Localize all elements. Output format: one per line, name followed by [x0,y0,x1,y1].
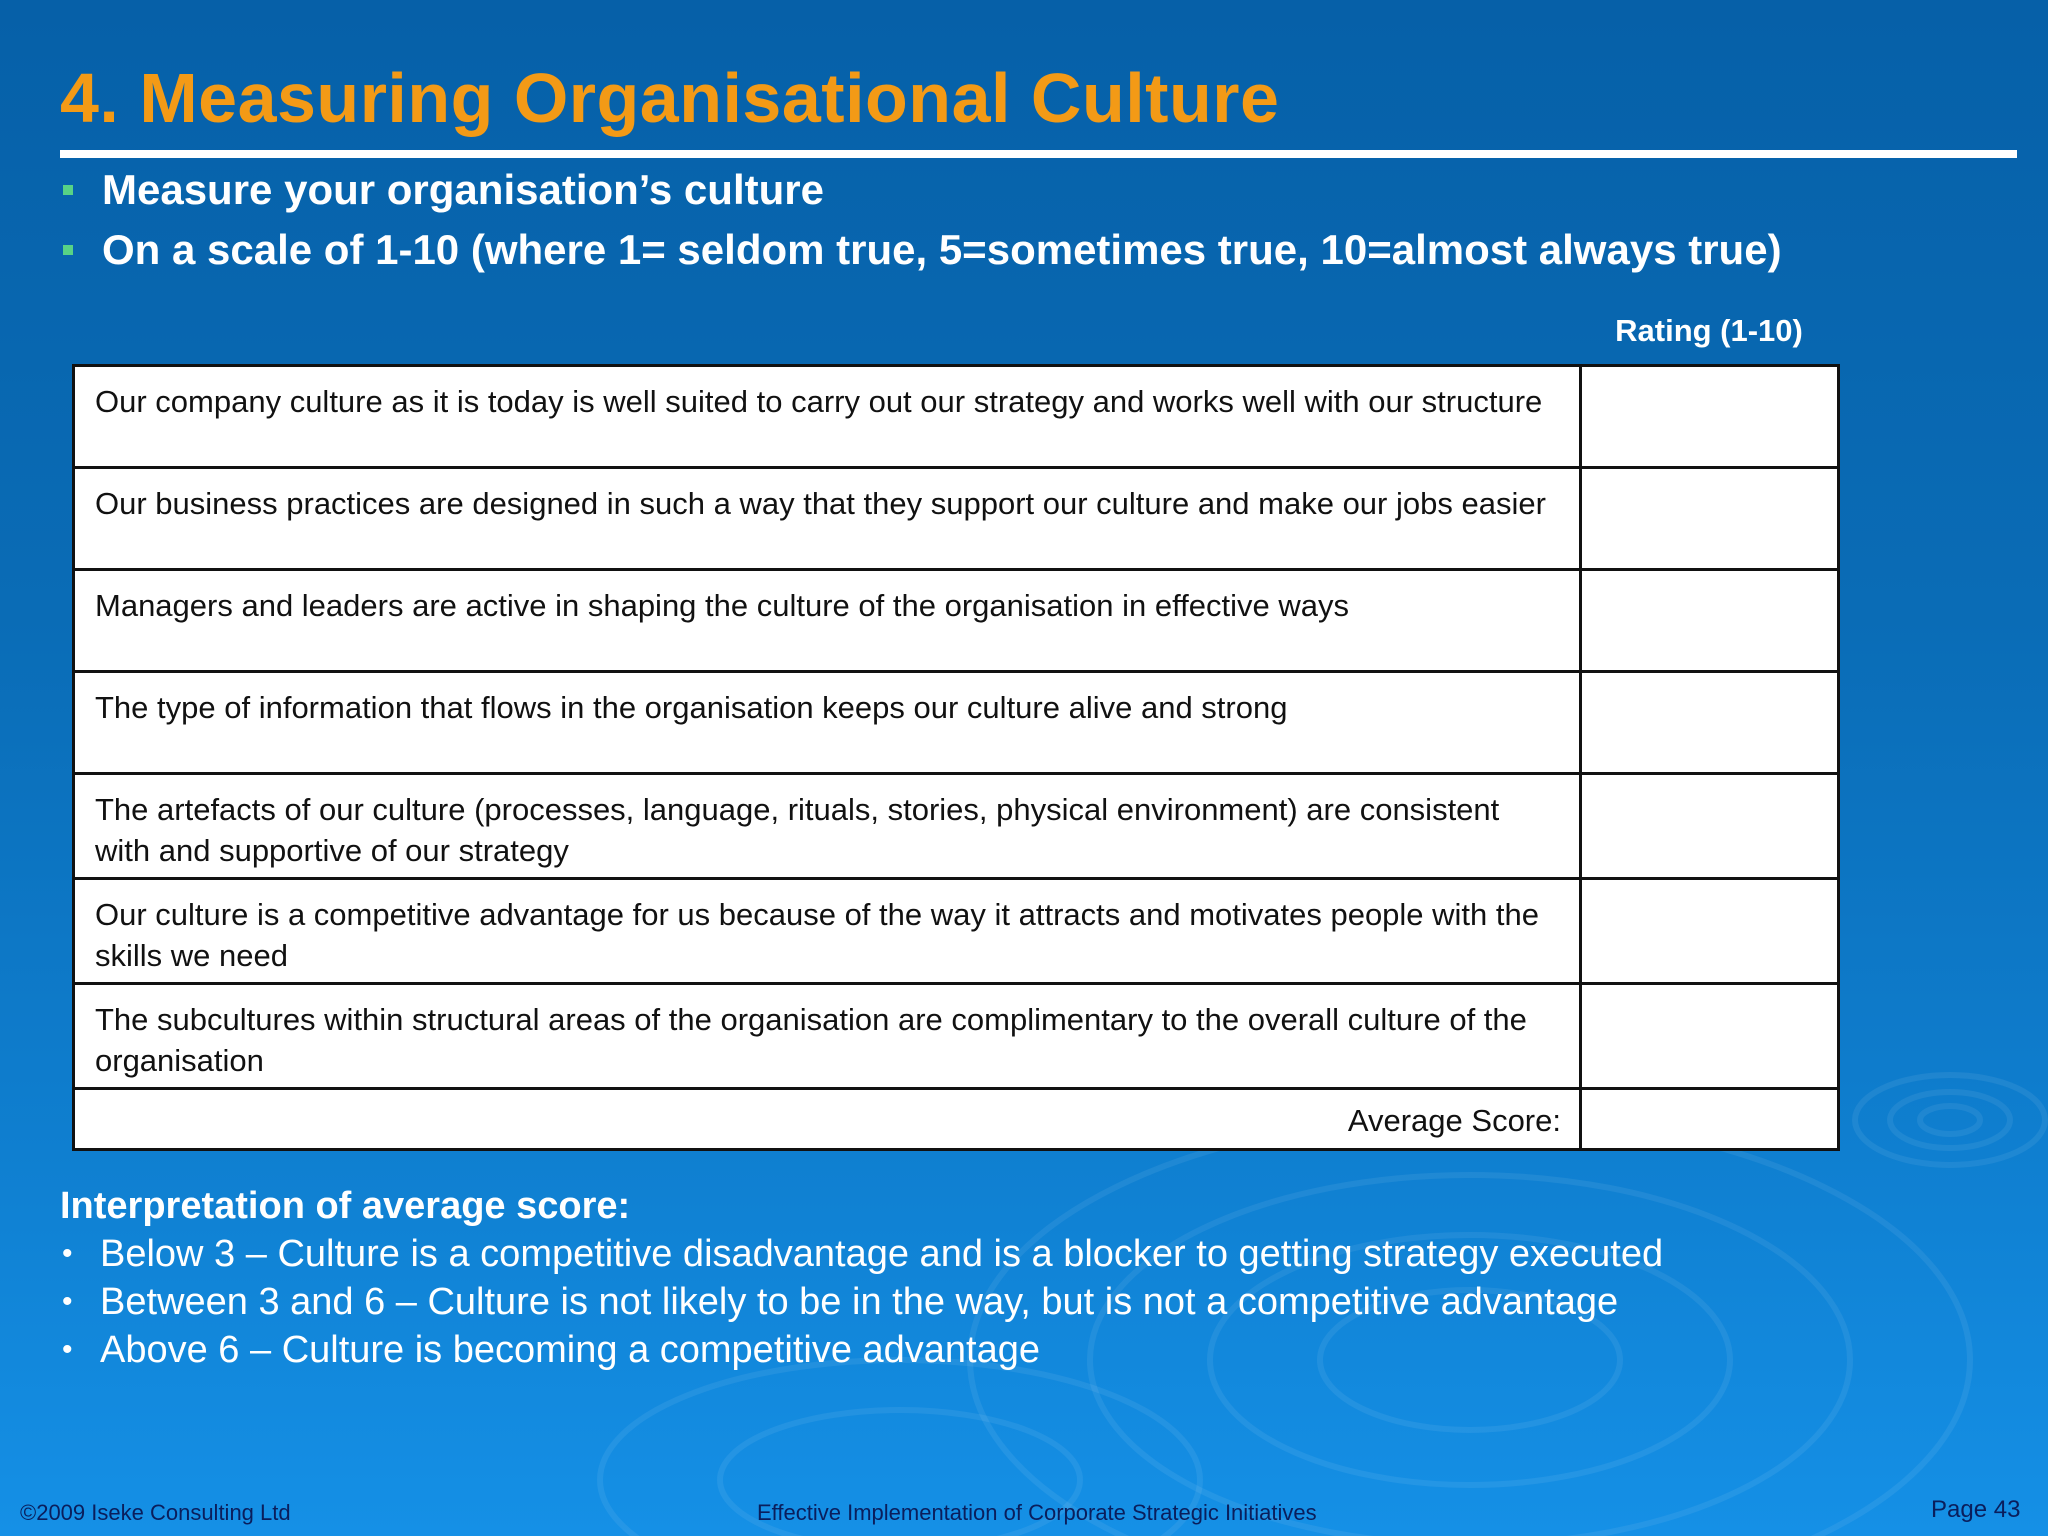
intro-bullet [60,164,1782,224]
bullet-dot-icon: • [62,1333,73,1366]
rating-cell[interactable] [1581,672,1839,774]
table-row [74,570,1839,672]
interpretation-heading: Interpretation of average score: [60,1185,631,1227]
rating-cell[interactable] [1581,774,1839,879]
rating-cell[interactable] [1581,570,1839,672]
bullet-dot-icon: • [62,1237,73,1270]
intro-bullet-text: Measure your organisation’s culture [102,166,824,213]
table-row [74,468,1839,570]
bullet-dot-icon: • [62,1285,73,1318]
statement-cell: Our culture is a competitive advantage for us because of the way it attracts and motivates people with the skills we need [74,879,1581,984]
interpretation-text: Above 6 – Culture is becoming a competitive advantage [100,1329,1040,1371]
table-row [74,984,1839,1089]
table-row [74,774,1839,879]
rating-cell[interactable] [1581,366,1839,468]
statement-cell: The subcultures within structural areas of the organisation are complimentary to the overall culture of the organisation [74,984,1581,1089]
table-row [74,366,1839,468]
interpretation-item [60,1230,1663,1278]
interpretation-section [60,1182,1663,1374]
average-score-cell[interactable] [1581,1089,1839,1150]
statement-cell: Our company culture as it is today is well suited to carry out our strategy and works well with our structure [74,366,1581,468]
culture-survey-table [72,364,1840,1151]
intro-bullet-list [60,164,1782,284]
footer-course-title: Effective Implementation of Corporate Strategic Initiatives [757,1500,1317,1525]
rating-cell[interactable] [1581,468,1839,570]
square-bullet-icon [63,185,73,195]
interpretation-item [60,1326,1663,1374]
intro-bullet [60,224,1782,284]
intro-bullet-text: On a scale of 1-10 (where 1= seldom true, 5=sometimes true, 10=almost always true) [102,226,1782,273]
title-divider [60,150,2017,158]
table-row [74,672,1839,774]
statement-cell: Our business practices are designed in such a way that they support our culture and make our jobs easier [74,468,1581,570]
statement-cell: The type of information that flows in the organisation keeps our culture alive and strong [74,672,1581,774]
rating-cell[interactable] [1581,984,1839,1089]
statement-cell: Managers and leaders are active in shaping the culture of the organisation in effective ways [74,570,1581,672]
square-bullet-icon [63,245,73,255]
interpretation-item [60,1278,1663,1326]
average-score-label: Average Score: [74,1089,1581,1150]
slide-title: 4. Measuring Organisational Culture [60,59,1280,137]
footer-page-number: Page 43 [1931,1496,2021,1523]
interpretation-list [60,1230,1663,1374]
interpretation-text: Between 3 and 6 – Culture is not likely to be in the way, but is not a competitive advantage [100,1281,1619,1323]
interpretation-text: Below 3 – Culture is a competitive disadvantage and is a blocker to getting strategy executed [100,1233,1664,1275]
rating-cell[interactable] [1581,879,1839,984]
footer-copyright: ©2009 Iseke Consulting Ltd [20,1500,291,1525]
rating-column-header: Rating (1-10) [1615,313,1803,348]
statement-cell: The artefacts of our culture (processes, language, rituals, stories, physical environment) are consistent with and supportive of our strategy [74,774,1581,879]
table-row [74,879,1839,984]
average-score-row [74,1089,1839,1150]
